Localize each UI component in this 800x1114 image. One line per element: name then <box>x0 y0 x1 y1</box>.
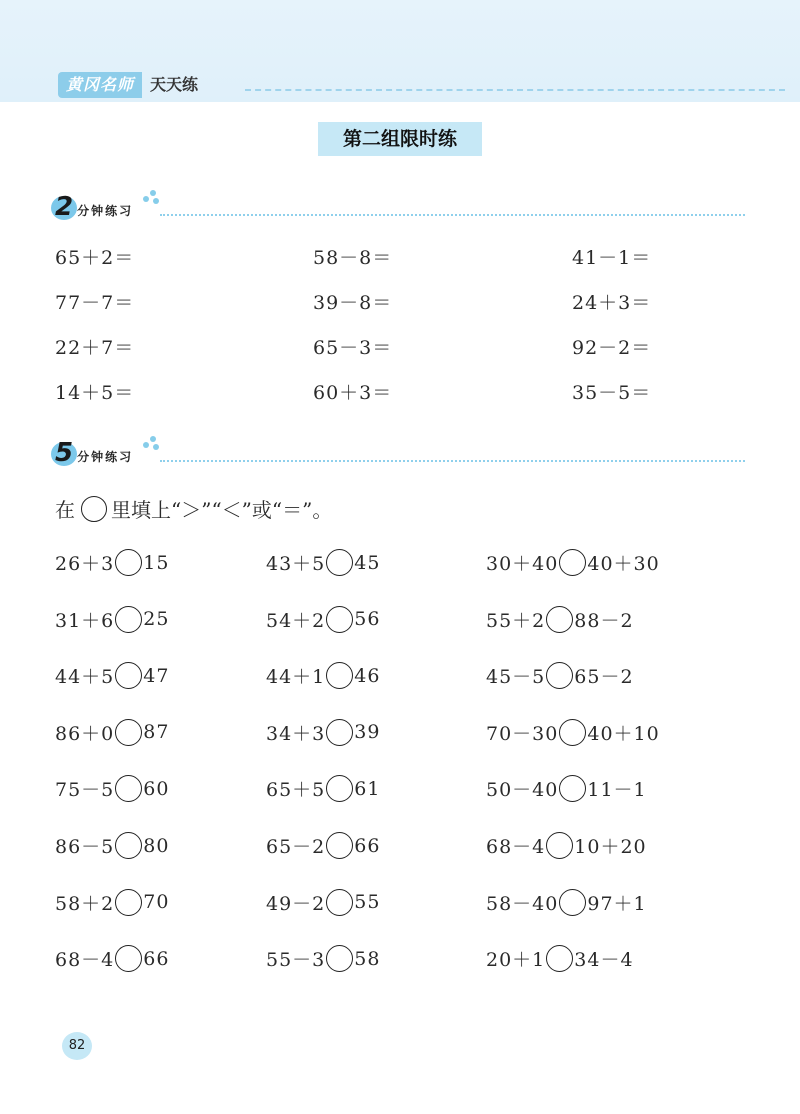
answer-circle[interactable] <box>115 832 142 859</box>
comparison-left: 50－40 <box>486 779 559 802</box>
comparison-right: 70 <box>143 891 170 914</box>
answer-circle[interactable] <box>546 832 573 859</box>
comparison-item <box>486 889 647 916</box>
comparison-item <box>55 945 169 972</box>
page-title: 第二组限时练 <box>318 122 482 156</box>
comparison-item <box>55 832 169 859</box>
answer-circle[interactable] <box>115 549 142 576</box>
comparison-item <box>55 662 169 689</box>
comparison-right: 34－4 <box>574 949 634 972</box>
brand-title: 黄冈名师 <box>58 72 142 98</box>
comparison-right: 88－2 <box>574 609 634 632</box>
comparison-left: 20＋1 <box>486 949 546 972</box>
comparison-right: 58 <box>354 947 381 970</box>
comparison-item <box>486 549 660 576</box>
equation: 58－8＝ <box>313 247 393 269</box>
comparison-right: 45 <box>354 551 381 574</box>
answer-circle[interactable] <box>326 606 353 633</box>
brand-subtitle: 天天练 <box>150 75 199 94</box>
page-number: 82 <box>62 1032 92 1060</box>
answer-circle[interactable] <box>559 719 586 746</box>
comparison-item <box>266 832 380 859</box>
comparison-left: 58＋2 <box>55 892 115 915</box>
comparison-item <box>266 662 380 689</box>
brand-header <box>58 72 198 98</box>
equation: 92－2＝ <box>572 337 652 359</box>
comparison-right: 10＋20 <box>574 836 647 858</box>
comparison-right: 40＋30 <box>587 553 660 575</box>
answer-circle[interactable] <box>559 775 586 802</box>
section-2min-header <box>55 192 745 222</box>
answer-circle[interactable] <box>326 832 353 859</box>
comparison-item <box>266 606 380 633</box>
comparison-right: 55 <box>354 891 381 914</box>
comparison-item <box>55 549 169 576</box>
comparison-right: 11－1 <box>587 779 647 802</box>
comparison-item <box>266 549 380 576</box>
comparison-right: 66 <box>354 834 381 857</box>
comparison-left: 65－2 <box>266 836 326 858</box>
comparison-right: 87 <box>143 721 170 744</box>
comparison-left: 43＋5 <box>266 553 326 575</box>
comparison-left: 54＋2 <box>266 609 326 632</box>
answer-circle[interactable] <box>115 606 142 633</box>
answer-circle[interactable] <box>546 606 573 633</box>
comparison-item <box>486 719 660 746</box>
comparison-right: 15 <box>143 551 170 574</box>
answer-circle[interactable] <box>115 945 142 972</box>
comparison-item <box>266 889 380 916</box>
comparison-item <box>55 606 169 633</box>
equation: 41－1＝ <box>572 247 652 269</box>
comparison-left: 86－5 <box>55 836 115 858</box>
comparison-item <box>55 775 169 802</box>
comparison-right: 47 <box>143 664 170 687</box>
answer-circle[interactable] <box>326 889 353 916</box>
comparison-right: 25 <box>143 608 170 631</box>
comparison-right: 65－2 <box>574 666 634 689</box>
comparison-right: 56 <box>354 608 381 631</box>
comparison-left: 55＋2 <box>486 609 546 632</box>
equation: 65－3＝ <box>313 337 393 359</box>
comparison-item <box>486 832 647 859</box>
answer-circle[interactable] <box>326 775 353 802</box>
comparison-item <box>486 606 634 633</box>
comparison-left: 26＋3 <box>55 553 115 575</box>
answer-circle[interactable] <box>115 775 142 802</box>
equation: 65＋2＝ <box>55 247 135 269</box>
comparison-right: 40＋10 <box>587 722 660 745</box>
section-label: 分钟练习 <box>77 450 134 464</box>
comparison-left: 65＋5 <box>266 779 326 802</box>
comparison-item <box>266 719 380 746</box>
comparison-item <box>266 945 380 972</box>
answer-circle[interactable] <box>559 549 586 576</box>
comparison-item <box>266 775 380 802</box>
comparison-left: 34＋3 <box>266 722 326 745</box>
comparison-left: 30＋40 <box>486 553 559 575</box>
comparison-right: 80 <box>143 834 170 857</box>
answer-circle[interactable] <box>326 549 353 576</box>
section-label: 分钟练习 <box>77 204 134 218</box>
equation: 14＋5＝ <box>55 382 135 404</box>
comparison-left: 75－5 <box>55 779 115 802</box>
answer-circle[interactable] <box>326 719 353 746</box>
comparison-right: 46 <box>354 664 381 687</box>
equation: 35－5＝ <box>572 382 652 404</box>
comparison-left: 58－40 <box>486 892 559 915</box>
comparison-left: 70－30 <box>486 722 559 745</box>
instruction <box>55 494 332 523</box>
equation: 60＋3＝ <box>313 382 393 404</box>
section-5min-header <box>55 438 745 468</box>
answer-circle[interactable] <box>326 662 353 689</box>
comparison-left: 86＋0 <box>55 722 115 745</box>
comparison-item <box>486 775 647 802</box>
comparison-left: 49－2 <box>266 892 326 915</box>
equation: 39－8＝ <box>313 292 393 314</box>
section-number: 5 <box>55 438 74 468</box>
section-divider <box>160 460 745 462</box>
answer-circle[interactable] <box>115 889 142 916</box>
header-divider <box>245 89 785 91</box>
equation: 24＋3＝ <box>572 292 652 314</box>
comparison-right: 39 <box>354 721 381 744</box>
comparison-item <box>486 945 634 972</box>
instruction-pre: 在 <box>55 498 75 522</box>
instruction-post: 里填上“＞”“＜”或“＝”。 <box>111 498 333 522</box>
section-number: 2 <box>55 192 74 222</box>
answer-circle[interactable] <box>115 662 142 689</box>
comparison-right: 97＋1 <box>587 892 647 915</box>
comparison-left: 31＋6 <box>55 609 115 632</box>
comparison-item <box>55 719 169 746</box>
equation: 22＋7＝ <box>55 337 135 359</box>
comparison-left: 68－4 <box>55 949 115 972</box>
comparison-left: 55－3 <box>266 949 326 972</box>
section-divider <box>160 214 745 216</box>
answer-circle[interactable] <box>546 945 573 972</box>
comparison-left: 44＋5 <box>55 666 115 689</box>
comparison-right: 60 <box>143 777 170 800</box>
answer-circle[interactable] <box>559 889 586 916</box>
answer-circle[interactable] <box>326 945 353 972</box>
comparison-left: 68－4 <box>486 836 546 858</box>
comparison-right: 61 <box>354 777 381 800</box>
comparison-item <box>55 889 169 916</box>
comparison-left: 44＋1 <box>266 666 326 689</box>
comparison-left: 45－5 <box>486 666 546 689</box>
comparison-item <box>486 662 634 689</box>
answer-circle[interactable] <box>546 662 573 689</box>
equation: 77－7＝ <box>55 292 135 314</box>
blank-circle-icon <box>81 496 107 522</box>
answer-circle[interactable] <box>115 719 142 746</box>
comparison-right: 66 <box>143 947 170 970</box>
